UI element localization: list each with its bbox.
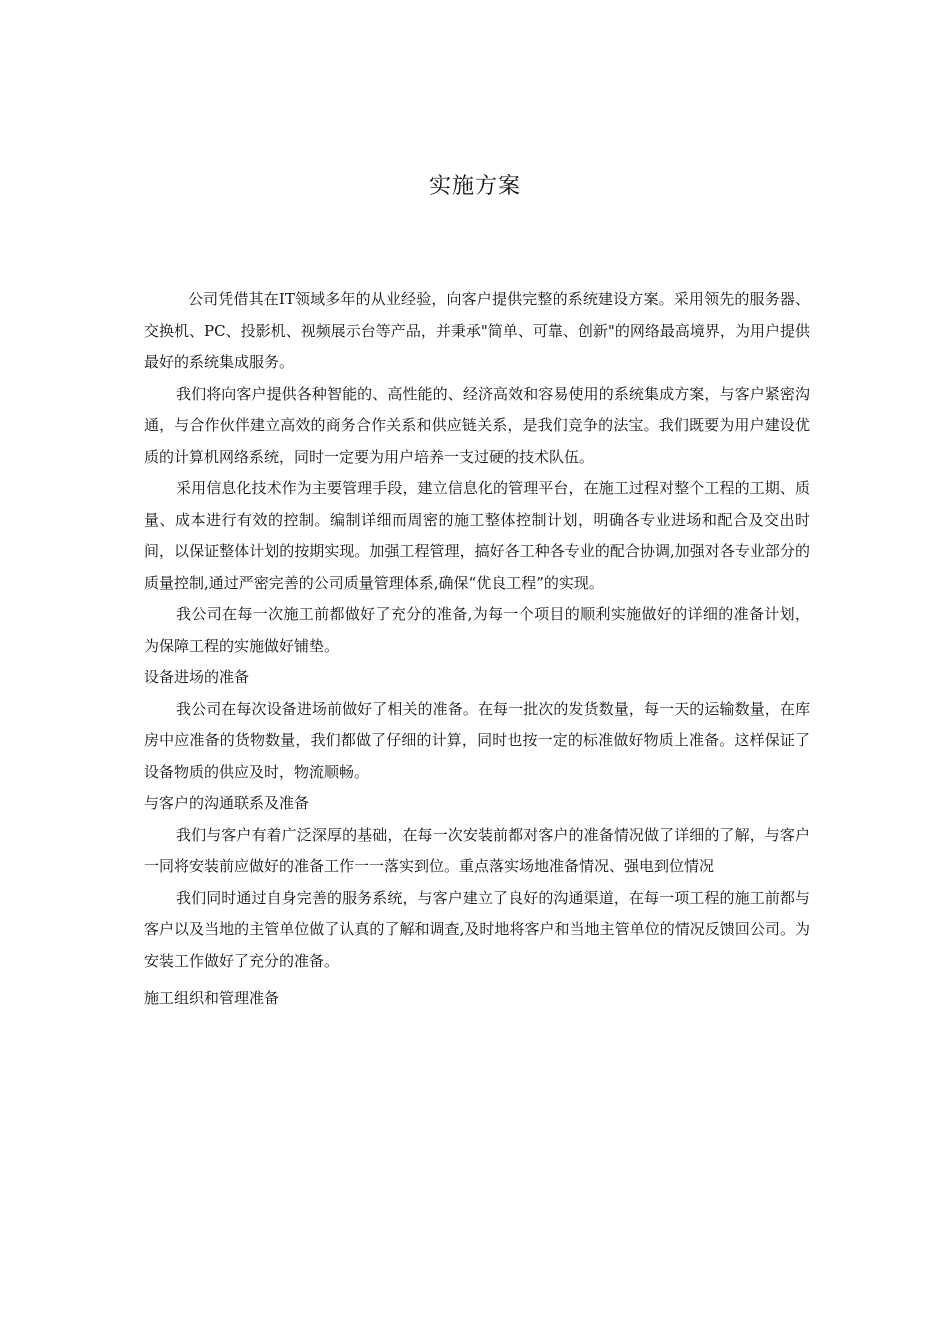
section-paragraph-equipment: 我公司在每次设备进场前做好了相关的准备。在每一批次的发货数量，每一天的运输数量，在库房中应准备的货物数量，我们都做了仔细的计算，同时也按一定的标准做好物质上准备。这样保证了设备物质的供应及时，物流顺畅。 bbox=[144, 699, 810, 781]
intro-paragraph-2: 我们将向客户提供各种智能的、高性能的、经济高效和容易使用的系统集成方案，与客户紧密沟通，与合作伙伴建立高效的商务合作关系和供应链关系，是我们竞争的法宝。我们既要为用户建设优质的计算机网络系统，同时一定要为用户培养一支过硬的技术队伍。 bbox=[144, 384, 810, 466]
section-paragraph-customer-1: 我们与客户有着广泛深厚的基础，在每一次安装前都对客户的准备情况做了详细的了解，与客户一同将安装前应做好的准备工作一一落实到位。重点落实场地准备情况、强电到位情况 bbox=[144, 825, 810, 875]
section-heading-equipment: 设备进场的准备 bbox=[144, 668, 250, 686]
section-paragraph-customer-2: 我们同时通过自身完善的服务系统，与客户建立了良好的沟通渠道，在每一项工程的施工前都与客户以及当地的主管单位做了认真的了解和调查,及时地将客户和当地主管单位的情况反馈回公司。为安装工作做好了充分的准备。 bbox=[144, 888, 810, 970]
document-body bbox=[144, 284, 810, 1015]
intro-paragraph-4: 我公司在每一次施工前都做好了充分的准备,为每一个项目的顺利实施做好的详细的准备计划，为保障工程的实施做好铺垫。 bbox=[144, 605, 810, 655]
intro-paragraph-3: 采用信息化技术作为主要管理手段，建立信息化的管理平台，在施工过程对整个工程的工期、质量、成本进行有效的控制。编制详细而周密的施工整体控制计划，明确各专业进场和配合及交出时间，以保证整体计划的按期实现。加强工程管理，搞好各工种各专业的配合协调,加强对各专业部分的质量控制,通过严密完善的公司质量管理体系,确保“优良工程”的实现。 bbox=[144, 479, 810, 592]
intro-paragraph-1: 公司凭借其在IT领域多年的从业经验，向客户提供完整的系统建设方案。采用领先的服务器、交换机、PC、投影机、视频展示台等产品，并秉承"简单、可靠、创新"的网络最高境界，为用户提供最好的系统集成服务。 bbox=[144, 290, 810, 371]
document-title: 实施方案 bbox=[428, 174, 521, 199]
section-heading-customer: 与客户的沟通联系及准备 bbox=[144, 794, 310, 812]
section-heading-organization: 施工组织和管理准备 bbox=[144, 989, 280, 1007]
